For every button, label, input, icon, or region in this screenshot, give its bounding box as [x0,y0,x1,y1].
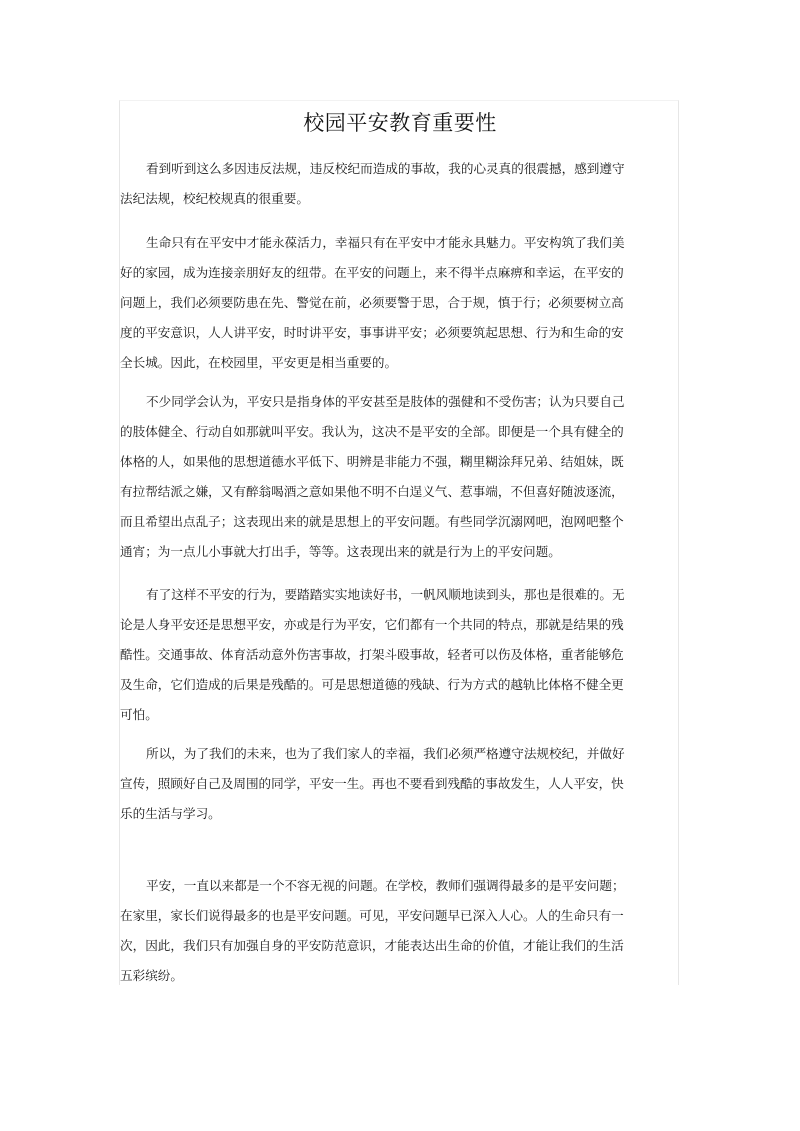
document-title: 校园平安教育重要性 [303,111,497,135]
paragraph-line: 而且希望出点乱子；这表现出来的就是思想上的平安问题。有些同学沉溺网吧，泡网吧整个 [120,514,624,529]
paragraph-line: 平安，一直以来都是一个不容无视的问题。在学校，教师们强调得最多的是平安问题； [146,878,625,893]
paragraph-line: 所以，为了我们的未来，也为了我们家人的幸福，我们必须严格遵守法规校纪，并做好 [146,746,625,761]
paragraph-line: 可怕。 [120,707,158,722]
paragraph-line: 在家里，家长们说得最多的也是平安问题。可见，平安问题早已深入人心。人的生命只有一 [120,908,624,923]
paragraph-line: 不少同学会认为，平安只是指身体的平安甚至是肢体的强健和不受伤害；认为只要自己 [146,394,625,409]
paragraph-line: 体格的人，如果他的思想道德水平低下、明辨是非能力不强，糊里糊涂拜兄弟、结姐妹，既 [120,454,624,469]
document-page [119,100,679,985]
paragraph-line: 论是人身平安还是思想平安，亦或是行为平安，它们都有一个共同的特点，那就是结果的残 [120,617,624,632]
paragraph-line: 好的家园，成为连接亲朋好友的纽带。在平安的问题上，来不得半点麻痹和幸运，在平安的 [120,265,624,280]
paragraph-line: 看到听到这么多因违反法规，违反校纪而造成的事故，我的心灵真的很震撼，感到遵守 [146,161,625,176]
paragraph-line: 法纪法规，校纪校规真的很重要。 [120,191,309,206]
paragraph-line: 乐的生活与学习。 [120,806,221,821]
paragraph-line: 宣传，照顾好自己及周围的同学，平安一生。再也不要看到残酷的事故发生，人人平安，快 [120,776,624,791]
paragraph-line: 酷性。交通事故、体育活动意外伤害事故，打架斗殴事故，轻者可以伤及体格，重者能够危 [120,647,624,662]
paragraph-line: 全长城。因此，在校园里，平安更是相当重要的。 [120,355,398,370]
paragraph-line: 的肢体健全、行动自如那就叫平安。我认为，这决不是平安的全部。即便是一个具有健全的 [120,424,624,439]
paragraph-line: 问题上，我们必须要防患在先、警觉在前，必须要警于思，合于规，慎于行；必须要树立高 [120,295,624,310]
paragraph-line: 次，因此，我们只有加强自身的平安防范意识，才能表达出生命的价值，才能让我们的生活 [120,938,624,953]
paragraph-line: 有了这样不平安的行为，要踏踏实实地读好书，一帆风顺地读到头，那也是很难的。无 [146,587,625,602]
paragraph-line: 及生命，它们造成的后果是残酷的。可是思想道德的残缺、行为方式的越轨比体格不健全更 [120,677,624,692]
paragraph-line: 度的平安意识，人人讲平安，时时讲平安，事事讲平安；必须要筑起思想、行为和生命的安 [120,325,624,340]
paragraph-line: 有拉帮结派之嫌，又有醉翁喝酒之意如果他不明不白逞义气、惹事端，不但喜好随波逐流， [120,484,624,499]
paragraph-line: 生命只有在平安中才能永葆活力，幸福只有在平安中才能永具魅力。平安构筑了我们美 [146,235,625,250]
paragraph-line: 五彩缤纷。 [120,968,183,983]
paragraph-line: 通宵；为一点儿小事就大打出手，等等。这表现出来的就是行为上的平安问题。 [120,544,561,559]
